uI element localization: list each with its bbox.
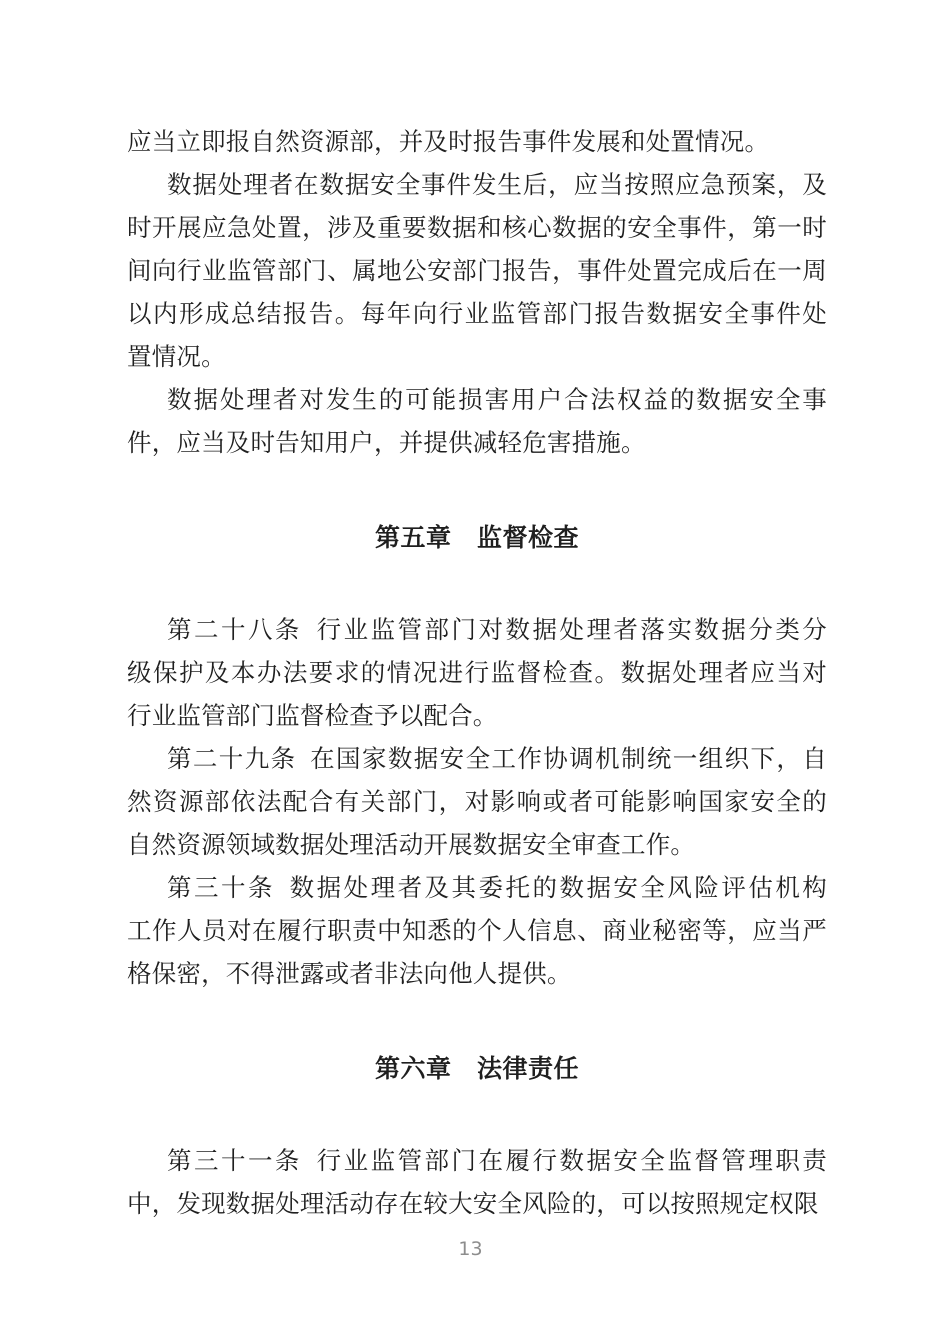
chapter-heading: 第五章 监督检查 bbox=[374, 523, 579, 552]
paragraph bbox=[127, 737, 827, 866]
chapter-heading: 第六章 法律责任 bbox=[374, 1054, 579, 1083]
text-line: 中，发现数据处理活动存在较大安全风险的，可以按照规定权限 bbox=[127, 1189, 819, 1218]
paragraph bbox=[127, 608, 827, 737]
text-line: 时开展应急处置，涉及重要数据和核心数据的安全事件，第一时 bbox=[127, 213, 827, 242]
paragraph bbox=[127, 120, 827, 163]
text-line: 格保密，不得泄露或者非法向他人提供。 bbox=[127, 959, 572, 988]
text-line: 行业监管部门监督检查予以配合。 bbox=[127, 701, 498, 730]
text-line: 置情况。 bbox=[127, 342, 226, 371]
text-line: 应当立即报自然资源部，并及时报告事件发展和处置情况。 bbox=[127, 127, 770, 156]
text-line: 自然资源领域数据处理活动开展数据安全审查工作。 bbox=[127, 830, 696, 859]
text-line: 间向行业监管部门、属地公安部门报告，事件处置完成后在一周 bbox=[127, 256, 827, 285]
text-line: 数据处理者对发生的可能损害用户合法权益的数据安全事 bbox=[167, 385, 827, 414]
text-line: 第二十九条 在国家数据安全工作协调机制统一组织下，自 bbox=[167, 744, 827, 773]
document-content bbox=[127, 120, 827, 1225]
text-line: 第三十一条 行业监管部门在履行数据安全监督管理职责 bbox=[167, 1146, 827, 1175]
paragraph bbox=[127, 1139, 827, 1225]
page-number: 13 bbox=[458, 1238, 483, 1260]
text-line: 工作人员对在履行职责中知悉的个人信息、商业秘密等，应当严 bbox=[127, 916, 827, 945]
text-line: 级保护及本办法要求的情况进行监督检查。数据处理者应当对 bbox=[127, 658, 827, 687]
text-line: 然资源部依法配合有关部门，对影响或者可能影响国家安全的 bbox=[127, 787, 827, 816]
paragraph bbox=[127, 378, 827, 464]
text-line: 第三十条 数据处理者及其委托的数据安全风险评估机构 bbox=[167, 873, 827, 902]
text-line: 件，应当及时告知用户，并提供减轻危害措施。 bbox=[127, 428, 646, 457]
text-line: 以内形成总结报告。每年向行业监管部门报告数据安全事件处 bbox=[127, 299, 827, 328]
text-line: 数据处理者在数据安全事件发生后，应当按照应急预案，及 bbox=[167, 170, 827, 199]
paragraph bbox=[127, 866, 827, 995]
text-line: 第二十八条 行业监管部门对数据处理者落实数据分类分 bbox=[167, 615, 827, 644]
paragraph bbox=[127, 163, 827, 378]
